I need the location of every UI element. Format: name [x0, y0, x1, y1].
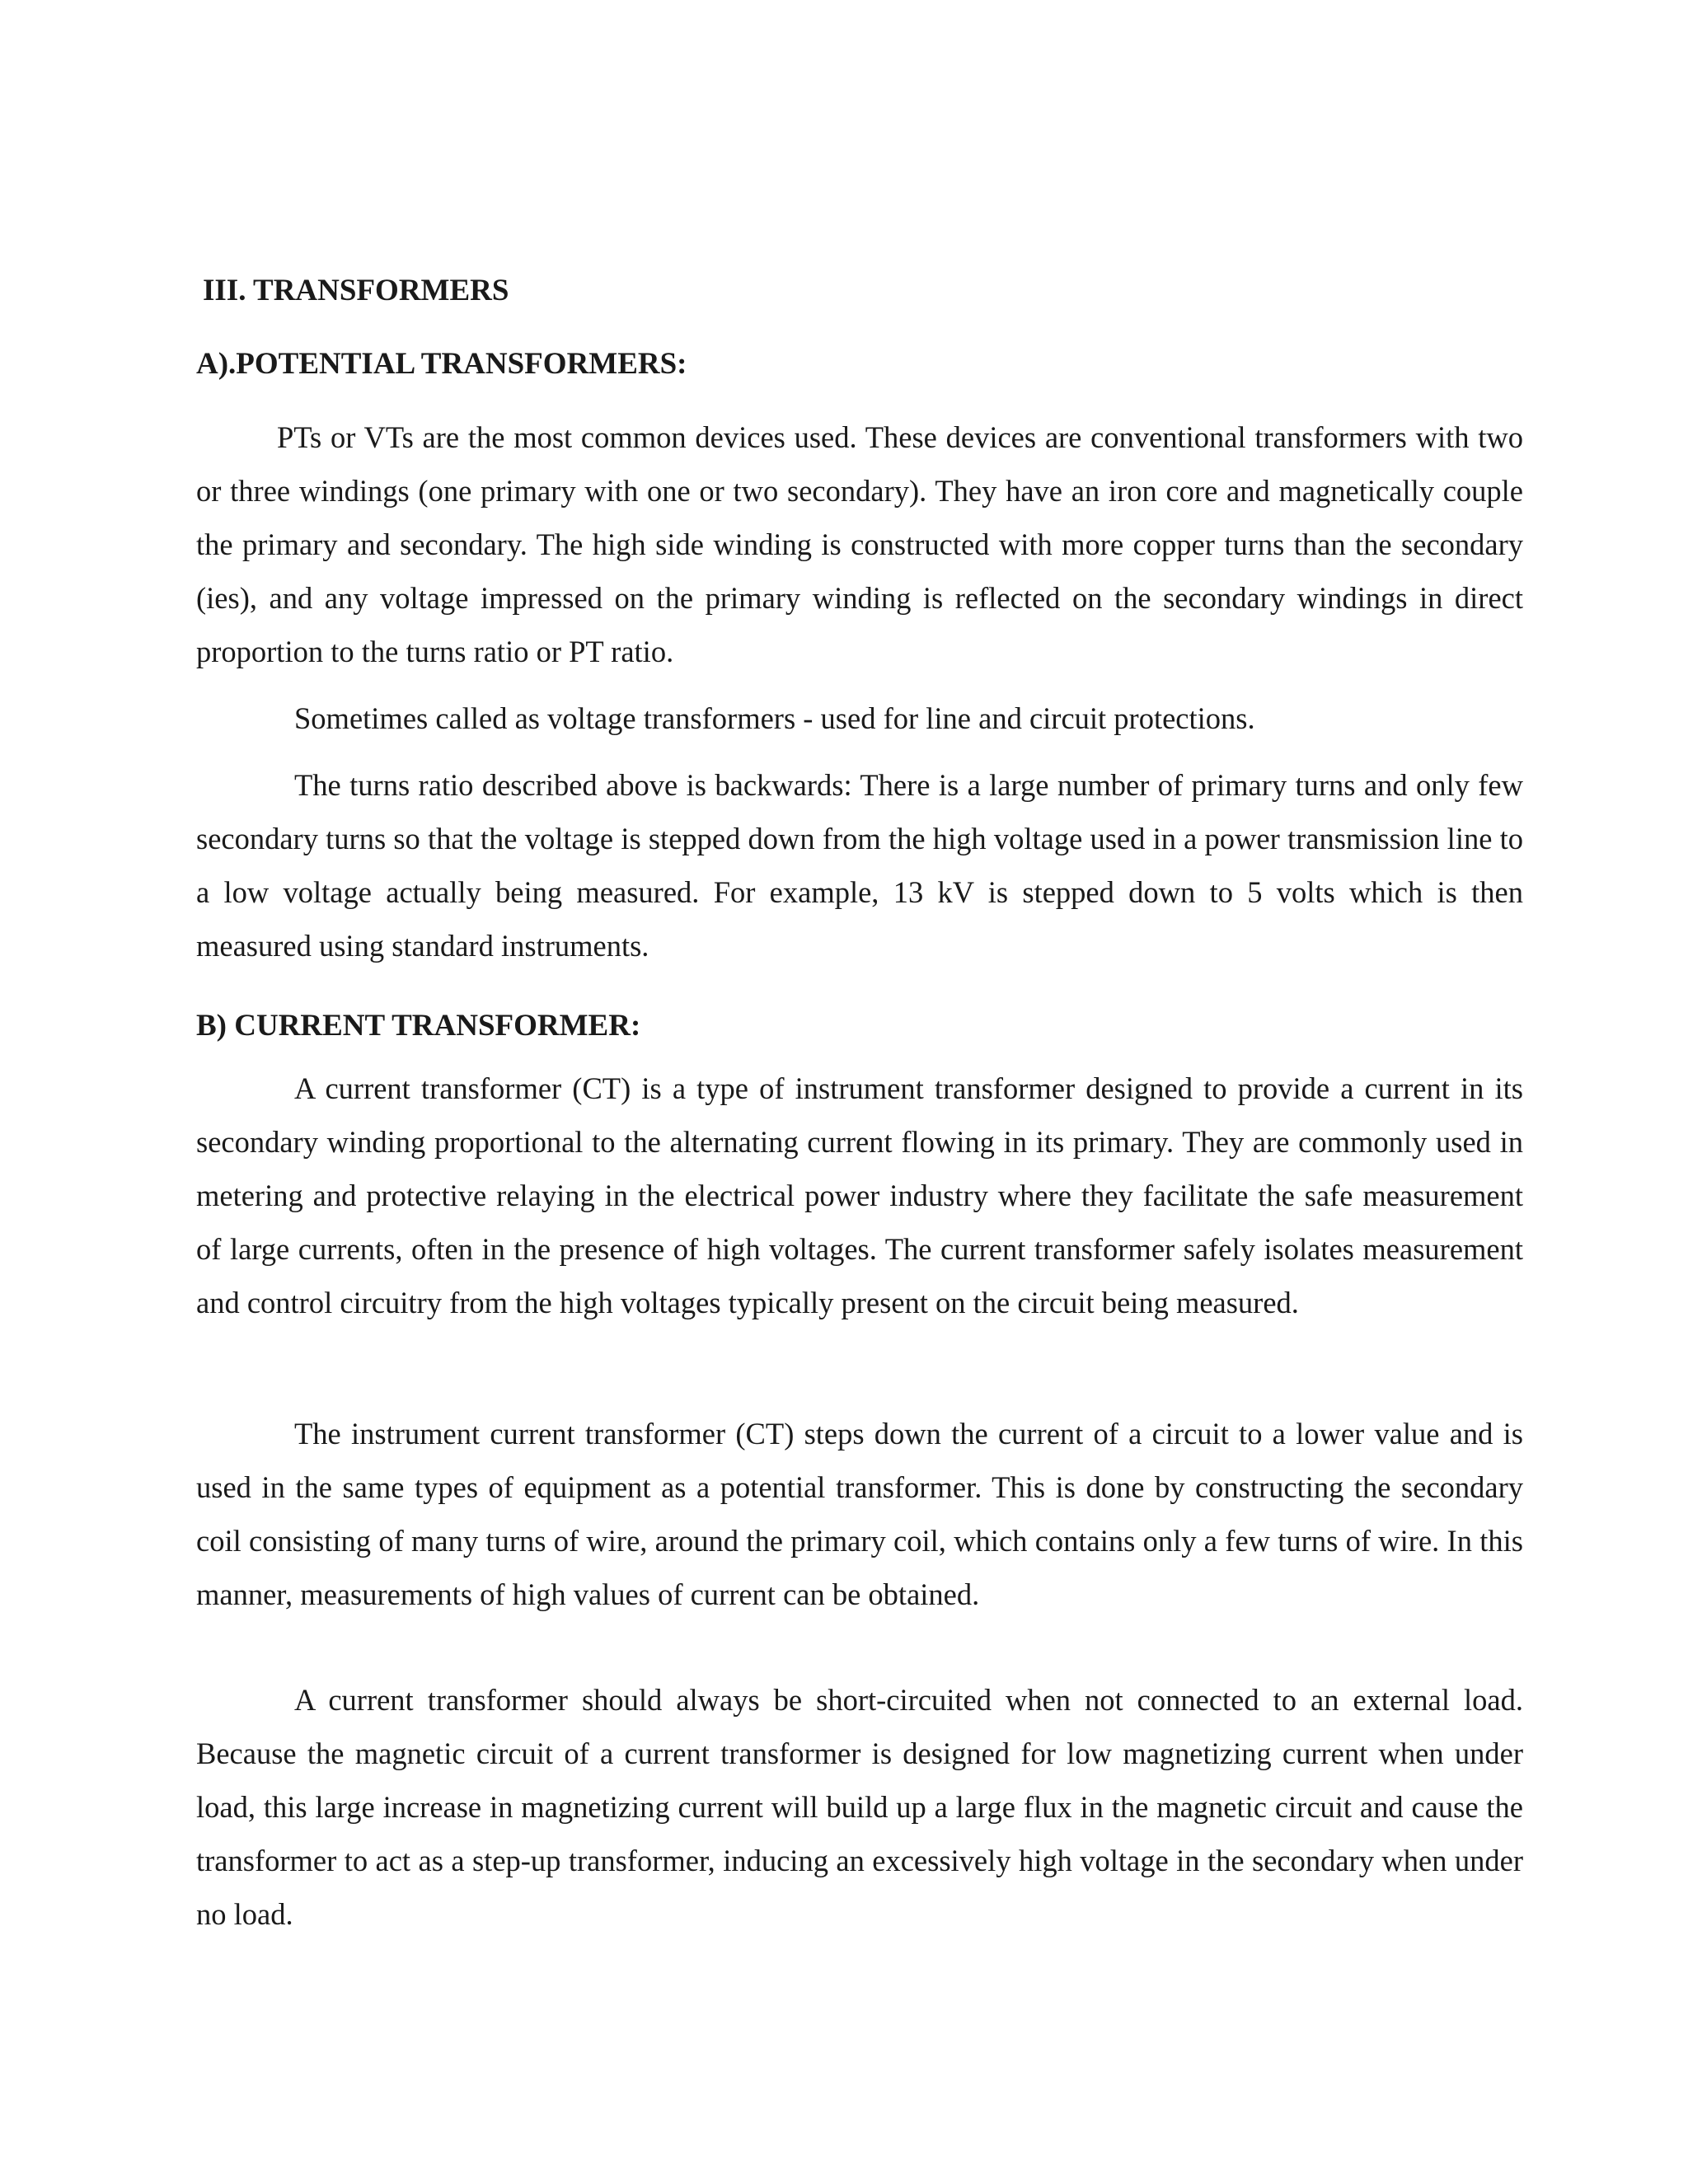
paragraph-pt-alias: Sometimes called as voltage transformers - used for line and circuit protections. — [294, 701, 1255, 735]
paragraph-ct-step-down: The instrument current transformer (CT) steps down the current of a circuit to a lower value and is used in the same types of equipment as a potential transformer. This is done by constructing the secondary coil consisting of many turns of wire, around the primary coil, which contains only a few turns of wire. In this manner, measurements of high values of current can be obtained. — [196, 1417, 1523, 1611]
paragraph-pt-description: PTs or VTs are the most common devices used. These devices are conventional transformers with two or three windings (one primary with one or two secondary). They have an iron core and magnetically couple the primary and secondary. The high side winding is constructed with more copper turns than the secondary (ies), and any voltage impressed on the primary winding is reflected on the secondary windings in direct proportion to the turns ratio or PT ratio. — [196, 420, 1523, 668]
section-title: III. TRANSFORMERS — [203, 274, 509, 307]
paragraph-ct-short-circuit: A current transformer should always be short-circuited when not connected to an external load. Because the magnetic circuit of a current transformer is designed for low magnetizing current when under load, this large increase in magnetizing current will build up a large flux in the magnetic circuit and cause the transformer to act as a step-up transformer, inducing an excessively high voltage in the secondary when under no load. — [196, 1683, 1523, 1931]
paragraph-ct-description: A current transformer (CT) is a type of instrument transformer designed to provide a current in its secondary winding proportional to the alternating current flowing in its primary. They are commonly used in metering and protective relaying in the electrical power industry where they facilitate the safe measurement of large currents, often in the presence of high voltages. The current transformer safely isolates measurement and control circuitry from the high voltages typically present on the circuit being measured. — [196, 1071, 1523, 1319]
subsection-b-heading: B) CURRENT TRANSFORMER: — [196, 1009, 641, 1043]
paragraph-pt-turns-ratio: The turns ratio described above is backwards: There is a large number of primary turns and only few secondary turns so that the voltage is stepped down from the high voltage used in a power transmission line to a low voltage actually being measured. For example, 13 kV is stepped down to 5 volts which is then measured using standard instruments. — [196, 768, 1523, 963]
subsection-a-heading: A).POTENTIAL TRANSFORMERS: — [196, 347, 687, 381]
